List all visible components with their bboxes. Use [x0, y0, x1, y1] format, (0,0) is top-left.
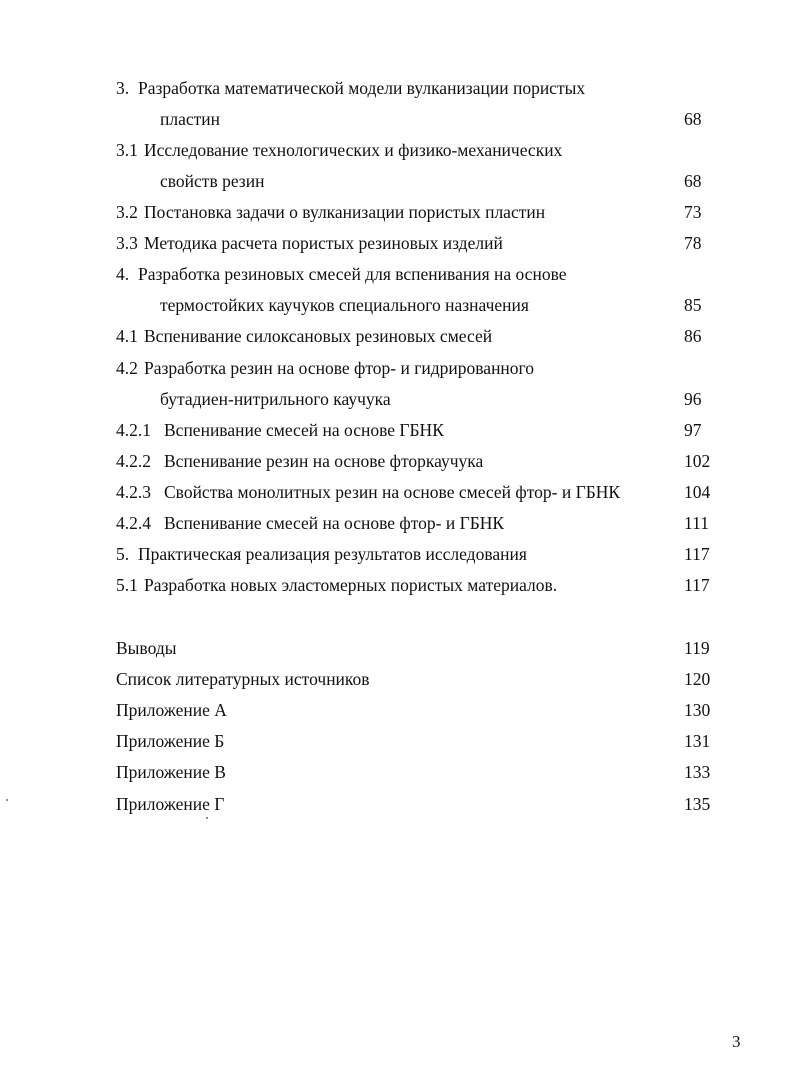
toc-entry-title: Постановка задачи о вулканизации пористых пластин	[144, 202, 546, 222]
toc-appendix-entry	[0, 760, 794, 784]
toc-appendix-entry	[0, 667, 794, 691]
toc-entry-number: 3.2	[116, 202, 138, 222]
toc-entry	[0, 231, 794, 255]
toc-entry	[0, 262, 794, 286]
toc-appendix-entry	[0, 636, 794, 660]
toc-entry-number: 4.2.4	[116, 513, 151, 533]
toc-entry-title: Вспенивание силоксановых резиновых смесей	[144, 326, 493, 346]
toc-entry-number: 4.	[116, 264, 130, 284]
toc-entry-page: 102	[684, 451, 711, 471]
toc-entry-continuation	[0, 293, 794, 317]
scan-speck	[206, 817, 208, 819]
toc-entry-page: 68	[684, 109, 702, 129]
toc-entry-title: Разработка резиновых смесей для вспенивания на основе	[138, 264, 567, 284]
toc-appendix-title: Приложение А	[116, 700, 227, 720]
page-number: 3	[732, 1032, 741, 1051]
toc-appendix-page: 135	[684, 794, 711, 814]
toc-entry-title: Свойства монолитных резин на основе смесей фтор- и ГБНК	[164, 482, 621, 502]
toc-entry-title: Вспенивание резин на основе фторкаучука	[164, 451, 484, 471]
toc-entry-page: 111	[684, 513, 709, 533]
toc-appendix-title: Приложение Г	[116, 794, 225, 814]
toc-entry-title: Разработка математической модели вулканизации пористых	[138, 78, 586, 98]
toc-entry	[0, 324, 794, 348]
toc-entry-number: 4.2.3	[116, 482, 151, 502]
toc-entry-number: 3.1	[116, 140, 138, 160]
toc-appendix-entry	[0, 792, 794, 816]
toc-entry-number: 4.2.2	[116, 451, 151, 471]
toc-appendix-entry	[0, 729, 794, 753]
toc-entry-title-continued: свойств резин	[160, 171, 265, 191]
toc-entry	[0, 511, 794, 535]
toc-entry	[0, 356, 794, 380]
toc-appendix-title: Приложение Б	[116, 731, 225, 751]
toc-entry	[0, 200, 794, 224]
toc-entry-continuation	[0, 169, 794, 193]
toc-appendix-page: 119	[684, 638, 710, 658]
toc-entry-title: Разработка новых эластомерных пористых материалов.	[144, 575, 558, 595]
toc-entry-number: 3.3	[116, 233, 138, 253]
toc-entry-number: 4.2.1	[116, 420, 151, 440]
toc-entry-page: 117	[684, 575, 710, 595]
toc-appendix-page: 130	[684, 700, 711, 720]
toc-entry-title: Практическая реализация результатов исследования	[138, 544, 527, 564]
toc-entry-title-continued: пластин	[160, 109, 221, 129]
toc-entry-page: 86	[684, 326, 702, 346]
toc-appendix-page: 133	[684, 762, 711, 782]
toc-entry-title-continued: термостойких каучуков специального назначения	[160, 295, 529, 315]
toc-entry-title-continued: бутадиен-нитрильного каучука	[160, 389, 391, 409]
toc-entry-title: Исследование технологических и физико-механических	[144, 140, 563, 160]
toc-entry	[0, 138, 794, 162]
toc-entry-number: 4.2	[116, 358, 138, 378]
toc-entry-page: 97	[684, 420, 702, 440]
toc-entry-title: Методика расчета пористых резиновых изделий	[144, 233, 503, 253]
toc-entry-continuation	[0, 107, 794, 131]
toc-entry-title: Вспенивание смесей на основе ГБНК	[164, 420, 444, 440]
toc-entry	[0, 542, 794, 566]
toc-entry-number: 5.	[116, 544, 130, 564]
toc-entry-continuation	[0, 387, 794, 411]
toc-entry-page: 117	[684, 544, 710, 564]
toc-appendix-entry	[0, 698, 794, 722]
toc-entry-title: Вспенивание смесей на основе фтор- и ГБНК	[164, 513, 505, 533]
toc-appendix-title: Список литературных источников	[116, 669, 370, 689]
toc-entry-page: 73	[684, 202, 702, 222]
toc-entry-page: 104	[684, 482, 711, 502]
toc-entry-title: Разработка резин на основе фтор- и гидрированного	[144, 358, 535, 378]
toc-entry	[0, 418, 794, 442]
toc-entry	[0, 573, 794, 597]
toc-entry-page: 96	[684, 389, 702, 409]
toc-appendix-page: 131	[684, 731, 711, 751]
toc-entry-page: 78	[684, 233, 702, 253]
scan-speck	[6, 799, 8, 801]
toc-appendix-title: Приложение В	[116, 762, 226, 782]
toc-entry	[0, 449, 794, 473]
toc-entry-number: 3.	[116, 78, 130, 98]
toc-appendix-title: Выводы	[116, 638, 177, 658]
toc-entry-number: 4.1	[116, 326, 138, 346]
toc-entry	[0, 480, 794, 504]
toc-appendix-page: 120	[684, 669, 711, 689]
toc-entry-page: 68	[684, 171, 702, 191]
toc-entry	[0, 76, 794, 100]
toc-entry-number: 5.1	[116, 575, 138, 595]
toc-entry-page: 85	[684, 295, 702, 315]
